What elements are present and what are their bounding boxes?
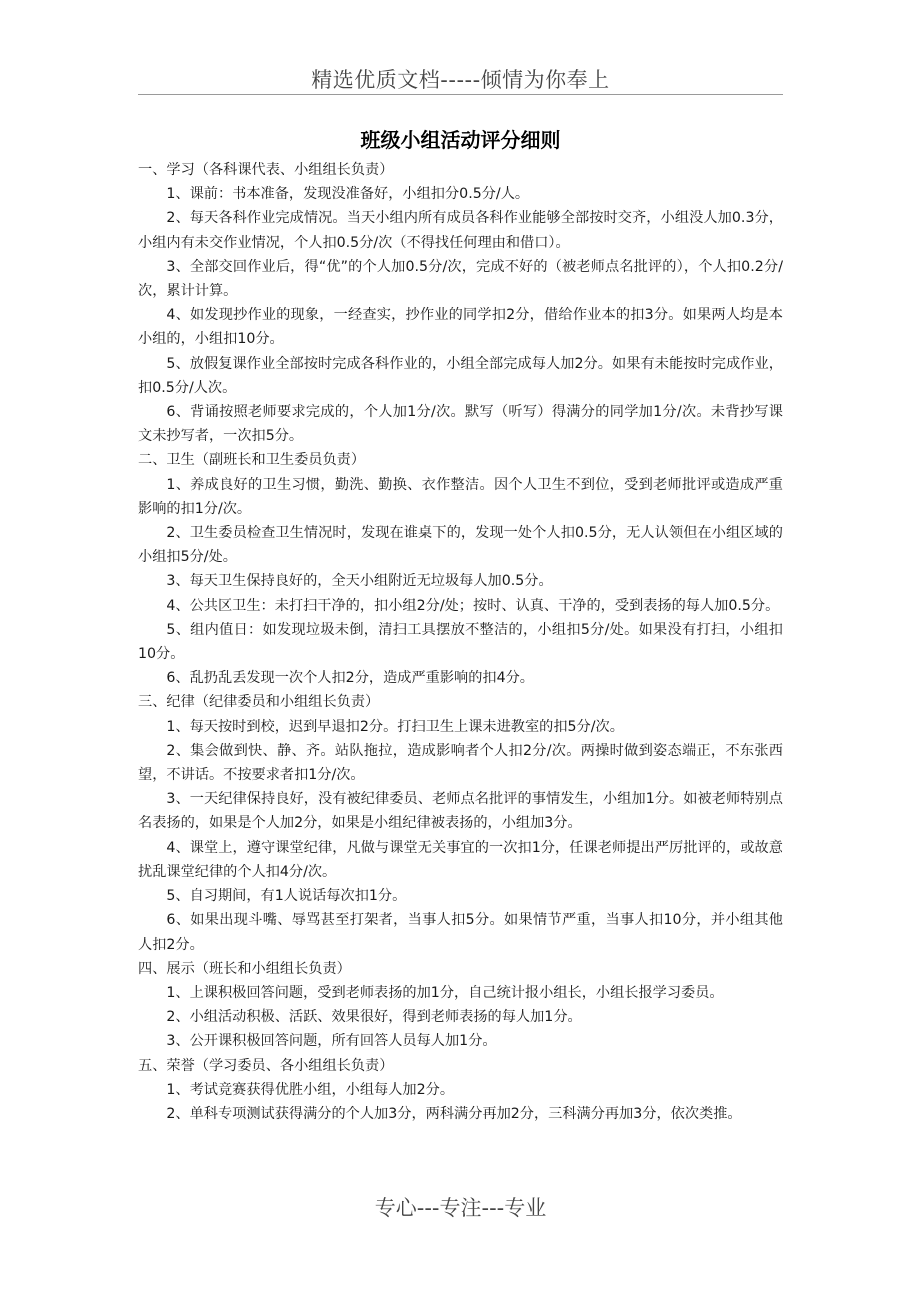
list-item: 3、一天纪律保持良好，没有被纪律委员、老师点名批评的事情发生，小组加1分。如被老师特别点名表扬的，如果是个人加2分，如果是小组纪律被表扬的，小组加3分。 [138,791,783,832]
list-item: 5、组内值日：如发现垃圾未倒，清扫工具摆放不整洁的，小组扣5分/处。如果没有打扫，小组扣10分。 [138,621,783,663]
list-item: 2、每天各科作业完成情况。当天小组内所有成员各科作业能够全部按时交齐，小组没人加0.3分，小组内有未交作业情况，个人扣0.5分/次（不得找任何理由和借口）。 [138,210,783,251]
list-item: 4、公共区卫生：未打扫干净的，扣小组2分/处；按时、认真、干净的，受到表扬的每人加0.5分。 [166,597,780,614]
section-heading: 二、卫生（副班长和卫生委员负责） [138,452,366,469]
list-item: 1、考试竞赛获得优胜小组，小组每人加2分。 [166,1081,455,1098]
list-item: 2、小组活动积极、活跃、效果很好，得到老师表扬的每人加1分。 [166,1009,582,1026]
section-heading: 五、荣誉（学习委员、各小组组长负责） [138,1057,394,1074]
section-heading: 一、学习（各科课代表、小组组长负责） [138,162,394,178]
document-body [138,158,783,1126]
list-item: 6、背诵按照老师要求完成的，个人加1分/次。默写（听写）得满分的同学加1分/次。未背抄写课文未抄写者，一次扣5分。 [138,404,783,445]
list-item: 2、卫生委员检查卫生情况时，发现在谁桌下的，发现一处个人扣0.5分，无人认领但在小组区域的小组扣5分/处。 [138,525,783,566]
list-item: 2、集会做到快、静、齐。站队拖拉，造成影响者个人扣2分/次。两操时做到姿态端正，不东张西望，不讲话。不按要求者扣1分/次。 [138,742,783,784]
list-item: 5、放假复课作业全部按时完成各科作业的，小组全部完成每人加2分。如果有未能按时完成作业，扣0.5分/人次。 [138,355,783,396]
list-item: 3、每天卫生保持良好的，全天小组附近无垃圾每人加0.5分。 [166,573,553,590]
list-item: 1、上课积极回答问题，受到老师表扬的加1分，自己统计报小组长，小组长报学习委员。 [166,984,724,1001]
list-item: 4、课堂上，遵守课堂纪律，凡做与课堂无关事宜的一次扣1分，任课老师提出严厉批评的，或故意扰乱课堂纪律的个人扣4分/次。 [138,839,783,880]
list-item: 1、课前：书本准备，发现没准备好，小组扣分0.5分/人。 [166,186,530,203]
page-footer: 专心---专注---专业 [374,1196,547,1220]
section-heading: 三、纪律（纪律委员和小组组长负责） [138,694,380,711]
section-heading: 四、展示（班长和小组组长负责） [138,960,351,977]
document-title: 班级小组活动评分细则 [360,128,561,152]
section-study [138,158,783,448]
list-item: 6、乱扔乱丢发现一次个人扣2分，造成严重影响的扣4分。 [166,670,534,687]
list-item: 1、每天按时到校，迟到早退扣2分。打扫卫生上课未进教室的扣5分/次。 [166,718,624,735]
list-item: 5、自习期间，有1人说话每次扣1分。 [166,888,407,905]
header-divider [138,94,783,95]
page-header: 精选优质文档-----倾情为你奉上 [311,68,610,92]
section-honor [138,1054,783,1127]
list-item: 1、养成良好的卫生习惯，勤洗、勤换、衣作整洁。因个人卫生不到位，受到老师批评或造成严重影响的扣1分/次。 [138,476,783,517]
list-item: 3、公开课积极回答问题，所有回答人员每人加1分。 [166,1033,497,1050]
section-discipline [138,690,783,956]
section-hygiene [138,448,783,690]
list-item: 4、如发现抄作业的现象，一经查实，抄作业的同学扣2分，借给作业本的扣3分。如果两人均是本小组的，小组扣10分。 [138,307,783,348]
list-item: 3、全部交回作业后，得“优”的个人加0.5分/次，完成不好的（被老师点名批评的），个人扣0.2分/次，累计计算。 [138,258,783,300]
section-presentation [138,957,783,1054]
list-item: 6、如果出现斗嘴、辱骂甚至打架者，当事人扣5分。如果情节严重，当事人扣10分，并小组其他人扣2分。 [138,912,783,953]
list-item: 2、单科专项测试获得满分的个人加3分，两科满分再加2分，三科满分再加3分，依次类推。 [166,1105,742,1122]
